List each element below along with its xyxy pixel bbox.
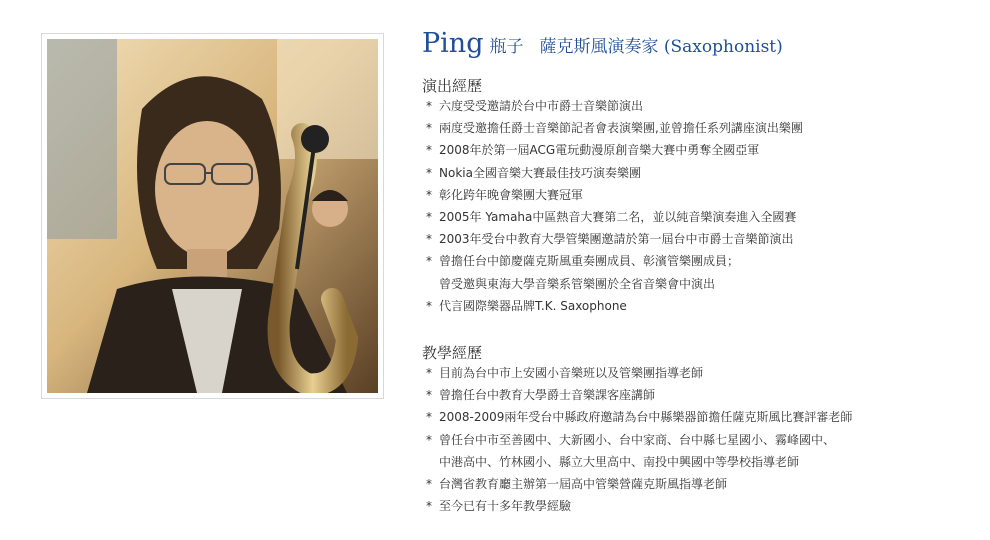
performance-list (426, 95, 803, 317)
performance-list-item (426, 184, 803, 206)
bullet-icon: * (426, 143, 432, 158)
role-title: 薩克斯風演奏家 (Saxophonist) (539, 37, 783, 57)
saxophonist-portrait-illustration (47, 39, 378, 393)
teaching-list (426, 362, 852, 517)
profile-photo (47, 39, 378, 393)
bullet-icon: * (426, 477, 432, 492)
bullet-icon: * (426, 254, 432, 269)
performance-list-item (426, 206, 803, 228)
profile-header (422, 28, 783, 59)
performance-item-text: 六度受受邀請於台中市爵士音樂節演出 (439, 99, 644, 113)
teaching-item-text: 至今已有十多年教學經驗 (439, 499, 572, 514)
teaching-section-title: 教學經歷 (422, 344, 483, 362)
performance-list-item (426, 117, 803, 139)
performance-list-item (426, 95, 803, 117)
bullet-icon: * (426, 99, 432, 113)
english-name: Ping (422, 28, 484, 59)
performance-item-text: 2008年於第一屆ACG電玩動漫原創音樂大賽中勇奪全國亞軍 (439, 143, 760, 158)
performance-list-item (426, 139, 803, 161)
teaching-item-text: 目前為台中市上安國小音樂班以及管樂團指導老師 (439, 366, 704, 380)
teaching-item-text: 曾任台中市至善國中、大新國小、台中家商、台中縣七星國小、霧峰國中、 (439, 432, 836, 447)
teaching-item-text: 曾擔任台中教育大學爵士音樂課客座講師 (439, 388, 656, 403)
teaching-item-text: 台灣省教育廳主辦第一屆高中管樂營薩克斯風指導老師 (439, 477, 728, 492)
bullet-icon: * (426, 187, 432, 202)
teaching-item-text: 中港高中、竹林國小、縣立大里高中、南投中興國中等學校指導老師 (439, 454, 800, 469)
performance-list-item (426, 295, 803, 317)
bullet-icon: * (426, 165, 432, 180)
teaching-list-item (426, 429, 852, 451)
teaching-list-item (426, 473, 852, 495)
bullet-icon: * (426, 210, 432, 225)
performance-item-text: 曾受邀與東海大學音樂系管樂團於全省音樂會中演出 (439, 276, 716, 291)
teaching-list-item (426, 362, 852, 384)
performance-list-item (426, 228, 803, 250)
performance-item-text: 兩度受邀擔任爵士音樂節記者會表演樂團,並曾擔任系列講座演出樂團 (439, 121, 803, 136)
performance-list-item (426, 273, 803, 295)
chinese-nickname: 瓶子 (489, 37, 524, 57)
performance-item-text: 2005年 Yamaha中區熱音大賽第二名，並以純音樂演奏進入全國賽 (439, 210, 797, 225)
teaching-list-item (426, 384, 852, 406)
teaching-list-item (426, 451, 852, 473)
bullet-icon: * (426, 121, 432, 136)
profile-photo-frame (41, 33, 384, 399)
teaching-list-item (426, 406, 852, 428)
teaching-list-item (426, 495, 852, 517)
bullet-icon: * (426, 432, 432, 447)
performance-section-title: 演出經歷 (422, 77, 483, 95)
performance-item-text: 2003年受台中教育大學管樂團邀請於第一屆台中市爵士音樂節演出 (439, 232, 794, 247)
performance-item-text: Nokia全國音樂大賽最佳技巧演奏樂團 (439, 165, 641, 180)
bullet-icon: * (426, 232, 432, 247)
performance-item-text: 代言國際樂器品牌T.K. Saxophone (439, 298, 627, 313)
bullet-icon: * (426, 298, 432, 313)
performance-list-item (426, 250, 803, 272)
bullet-icon: * (426, 499, 432, 514)
bullet-icon: * (426, 388, 432, 403)
teaching-item-text: 2008-2009兩年受台中縣政府邀請為台中縣樂器節擔任薩克斯風比賽評審老師 (439, 410, 853, 425)
performance-list-item (426, 162, 803, 184)
performance-item-text: 曾擔任台中節慶薩克斯風重奏團成員、彰濱管樂團成員； (439, 254, 740, 269)
bullet-icon: * (426, 410, 432, 425)
performance-item-text: 彰化跨年晚會樂團大賽冠軍 (439, 187, 584, 202)
bullet-icon: * (426, 366, 432, 380)
